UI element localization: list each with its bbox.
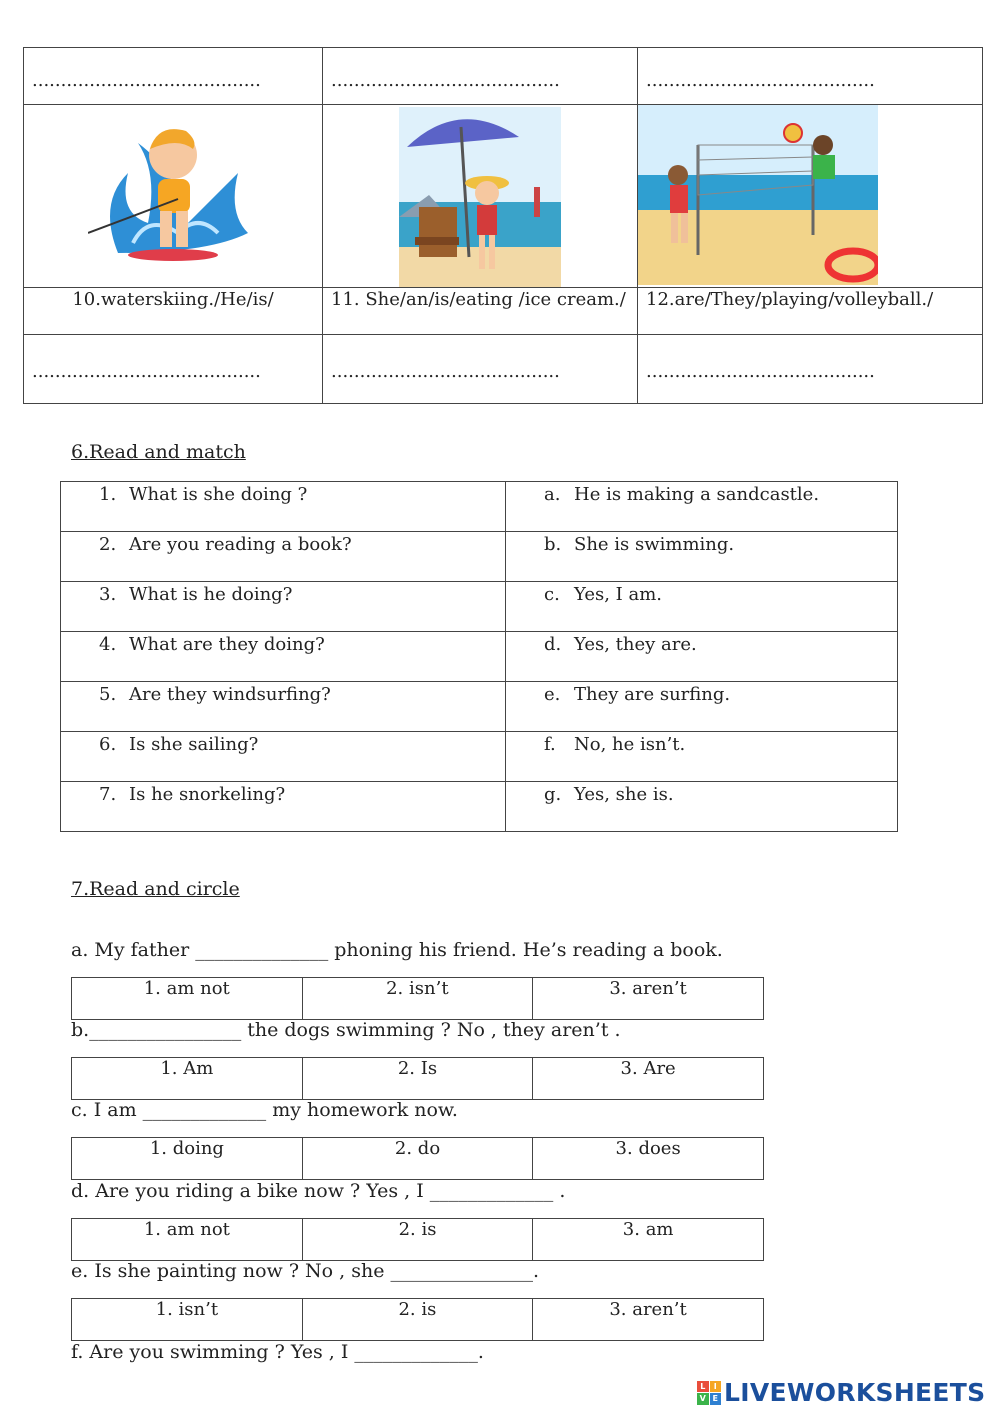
options-b bbox=[71, 1057, 764, 1100]
section-title-circle: 7.Read and circle bbox=[71, 878, 240, 900]
image-cell bbox=[24, 105, 323, 288]
question-d: d. Are you riding a bike now ? Yes , I _____________ . bbox=[71, 1180, 566, 1202]
match-answer[interactable]: c. Yes, I am. bbox=[506, 582, 898, 632]
match-row bbox=[61, 782, 898, 832]
girl-ice-cream-illustration bbox=[399, 107, 561, 287]
prompt-12: 12.are/They/playing/volleyball./ bbox=[638, 288, 983, 335]
match-question[interactable]: 3. What is he doing? bbox=[61, 582, 506, 632]
options-d bbox=[71, 1218, 764, 1261]
match-row bbox=[61, 582, 898, 632]
dotted-line: ........................................ bbox=[646, 361, 875, 382]
options-a bbox=[71, 977, 764, 1020]
match-table bbox=[60, 481, 898, 832]
match-row bbox=[61, 632, 898, 682]
option[interactable]: 2. is bbox=[302, 1299, 532, 1341]
dotted-line: ........................................ bbox=[646, 70, 875, 91]
option[interactable]: 3. aren’t bbox=[533, 1299, 764, 1341]
match-answer[interactable]: a. He is making a sandcastle. bbox=[506, 482, 898, 532]
option[interactable]: 3. Are bbox=[533, 1058, 764, 1100]
logo-text: LIVEWORKSHEETS bbox=[724, 1378, 986, 1407]
match-question[interactable]: 7. Is he snorkeling? bbox=[61, 782, 506, 832]
question-e: e. Is she painting now ? No , she _______________. bbox=[71, 1260, 540, 1282]
logo-mark-icon: L I V E bbox=[697, 1381, 721, 1405]
option[interactable]: 1. am not bbox=[72, 1219, 303, 1261]
match-question[interactable]: 1. What is she doing ? bbox=[61, 482, 506, 532]
match-question[interactable]: 4. What are they doing? bbox=[61, 632, 506, 682]
answer-line[interactable] bbox=[638, 335, 983, 404]
options-e bbox=[71, 1298, 764, 1341]
match-row bbox=[61, 732, 898, 782]
option[interactable]: 2. is bbox=[302, 1219, 533, 1261]
option[interactable]: 1. am not bbox=[72, 978, 303, 1020]
match-answer[interactable]: d. Yes, they are. bbox=[506, 632, 898, 682]
match-row bbox=[61, 482, 898, 532]
match-question[interactable]: 2. Are you reading a book? bbox=[61, 532, 506, 582]
match-answer[interactable]: b. She is swimming. bbox=[506, 532, 898, 582]
prompt-11: 11. She/an/is/eating /ice cream./ bbox=[323, 288, 638, 335]
option[interactable]: 2. isn’t bbox=[302, 978, 533, 1020]
question-f: f. Are you swimming ? Yes , I _____________. bbox=[71, 1341, 484, 1363]
option[interactable]: 3. aren’t bbox=[533, 978, 764, 1020]
option[interactable]: 1. doing bbox=[72, 1138, 303, 1180]
option[interactable]: 1. isn’t bbox=[72, 1299, 303, 1341]
match-row bbox=[61, 682, 898, 732]
waterskiing-boy-illustration bbox=[88, 113, 258, 263]
beach-volleyball-illustration bbox=[638, 105, 878, 285]
match-answer[interactable]: e. They are surfing. bbox=[506, 682, 898, 732]
sentence-table bbox=[23, 47, 983, 404]
options-c bbox=[71, 1137, 764, 1180]
answer-line[interactable] bbox=[24, 335, 323, 404]
dotted-line: ........................................ bbox=[32, 361, 261, 382]
prompt-10: 10.waterskiing./He/is/ bbox=[24, 288, 323, 335]
dotted-line: ........................................ bbox=[331, 361, 560, 382]
answer-line[interactable] bbox=[638, 48, 983, 105]
answer-line[interactable] bbox=[323, 335, 638, 404]
match-answer[interactable]: f. No, he isn’t. bbox=[506, 732, 898, 782]
image-cell bbox=[638, 105, 983, 288]
option[interactable]: 3. am bbox=[533, 1219, 764, 1261]
dotted-line: ........................................ bbox=[32, 70, 261, 91]
match-question[interactable]: 6. Is she sailing? bbox=[61, 732, 506, 782]
section-title-match: 6.Read and match bbox=[71, 441, 246, 463]
match-row bbox=[61, 532, 898, 582]
question-b: b.________________ the dogs swimming ? No , they aren’t . bbox=[71, 1019, 621, 1041]
image-cell bbox=[323, 105, 638, 288]
question-a: a. My father ______________ phoning his friend. He’s reading a book. bbox=[71, 939, 723, 961]
question-c: c. I am _____________ my homework now. bbox=[71, 1099, 458, 1121]
liveworksheets-logo bbox=[697, 1378, 985, 1407]
option[interactable]: 3. does bbox=[533, 1138, 764, 1180]
option[interactable]: 1. Am bbox=[72, 1058, 303, 1100]
match-question[interactable]: 5. Are they windsurfing? bbox=[61, 682, 506, 732]
match-answer[interactable]: g. Yes, she is. bbox=[506, 782, 898, 832]
answer-line[interactable] bbox=[323, 48, 638, 105]
option[interactable]: 2. Is bbox=[302, 1058, 533, 1100]
option[interactable]: 2. do bbox=[302, 1138, 532, 1180]
dotted-line: ........................................ bbox=[331, 70, 560, 91]
answer-line[interactable] bbox=[24, 48, 323, 105]
